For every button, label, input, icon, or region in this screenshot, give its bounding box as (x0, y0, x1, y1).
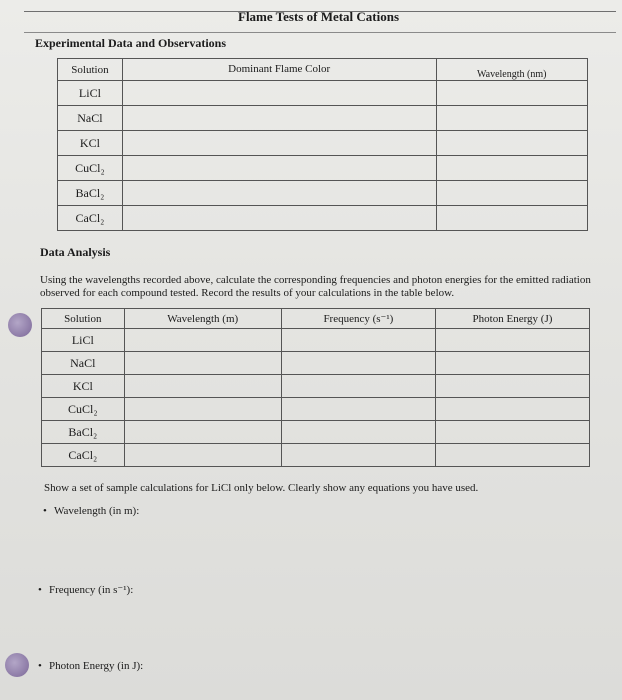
flame-color-cell[interactable] (122, 206, 436, 231)
header-solution: Solution (58, 59, 123, 81)
row-label: KCl (58, 131, 123, 156)
header-flame-color: Dominant Flame Color (122, 59, 436, 81)
table-row (42, 421, 590, 444)
table-header-row (42, 309, 590, 329)
row-label: CuCl₂ (58, 156, 123, 181)
bullet-label: Wavelength (in m): (54, 505, 140, 517)
experimental-data-table (57, 58, 588, 231)
sample-calc-instructions: Show a set of sample calculations for LiCl only below. Clearly show any equations you have used. (44, 482, 479, 494)
wavelength-cell[interactable] (436, 156, 588, 181)
flame-color-cell[interactable] (122, 131, 436, 156)
flame-color-cell[interactable] (122, 81, 436, 106)
wavelength-m-cell[interactable] (124, 329, 281, 352)
wavelength-m-cell[interactable] (124, 421, 281, 444)
header-wavelength-m: Wavelength (m) (124, 309, 281, 329)
bullet-label: Frequency (in s⁻¹): (49, 584, 134, 596)
row-label: NaCl (58, 106, 123, 131)
bullet-frequency (38, 583, 133, 596)
wavelength-m-cell[interactable] (124, 398, 281, 421)
header-wavelength-nm: Wavelength (nm) (436, 59, 588, 81)
row-label: KCl (42, 375, 125, 398)
bullet-wavelength (43, 505, 139, 517)
table-row (58, 106, 588, 131)
row-label: LiCl (42, 329, 125, 352)
wavelength-cell[interactable] (436, 181, 588, 206)
wavelength-cell[interactable] (436, 206, 588, 231)
title-rule (24, 32, 616, 33)
photon-energy-cell[interactable] (435, 444, 589, 467)
header-solution: Solution (42, 309, 125, 329)
wavelength-m-cell[interactable] (124, 444, 281, 467)
wavelength-cell[interactable] (436, 106, 588, 131)
table-row (58, 131, 588, 156)
flame-color-cell[interactable] (122, 106, 436, 131)
binder-hole-icon (8, 313, 32, 337)
frequency-cell[interactable] (281, 352, 435, 375)
table-row (42, 444, 590, 467)
photon-energy-cell[interactable] (435, 375, 589, 398)
wavelength-m-cell[interactable] (124, 352, 281, 375)
photon-energy-cell[interactable] (435, 421, 589, 444)
frequency-cell[interactable] (281, 375, 435, 398)
table-row (42, 398, 590, 421)
row-label: CaCl₂ (58, 206, 123, 231)
table-row (42, 375, 590, 398)
wavelength-cell[interactable] (436, 81, 588, 106)
table-header-row (58, 59, 588, 81)
bullet-label: Photon Energy (in J): (49, 660, 144, 672)
flame-color-cell[interactable] (122, 181, 436, 206)
row-label: NaCl (42, 352, 125, 375)
analysis-instructions: Using the wavelengths recorded above, calculate the corresponding frequencies and photon energies for the emitted radiation observed for each compound tested. Record the results of your calculations in the table below. (40, 274, 591, 299)
frequency-cell[interactable] (281, 329, 435, 352)
row-label: CaCl₂ (42, 444, 125, 467)
frequency-cell[interactable] (281, 421, 435, 444)
bullet-dot-icon: • (38, 660, 42, 672)
row-label: BaCl₂ (58, 181, 123, 206)
photon-energy-cell[interactable] (435, 352, 589, 375)
header-frequency: Frequency (s⁻¹) (281, 309, 435, 329)
header-photon-energy: Photon Energy (J) (435, 309, 589, 329)
row-label: CuCl₂ (42, 398, 125, 421)
data-analysis-table (41, 308, 590, 467)
row-label: LiCl (58, 81, 123, 106)
table-row (58, 206, 588, 231)
page-title: Flame Tests of Metal Cations (238, 9, 400, 24)
photon-energy-cell[interactable] (435, 398, 589, 421)
section-title-experimental: Experimental Data and Observations (35, 36, 227, 50)
flame-color-cell[interactable] (122, 156, 436, 181)
frequency-cell[interactable] (281, 444, 435, 467)
photon-energy-cell[interactable] (435, 329, 589, 352)
wavelength-m-cell[interactable] (124, 375, 281, 398)
wavelength-cell[interactable] (436, 131, 588, 156)
bullet-photon-energy (38, 660, 143, 672)
frequency-cell[interactable] (281, 398, 435, 421)
bullet-dot-icon: • (38, 584, 42, 596)
binder-hole-icon (5, 653, 29, 677)
table-row (42, 329, 590, 352)
table-row (58, 156, 588, 181)
table-row (58, 81, 588, 106)
section-title-analysis: Data Analysis (40, 245, 111, 259)
bullet-dot-icon: • (43, 505, 47, 517)
row-label: BaCl₂ (42, 421, 125, 444)
table-row (58, 181, 588, 206)
table-row (42, 352, 590, 375)
